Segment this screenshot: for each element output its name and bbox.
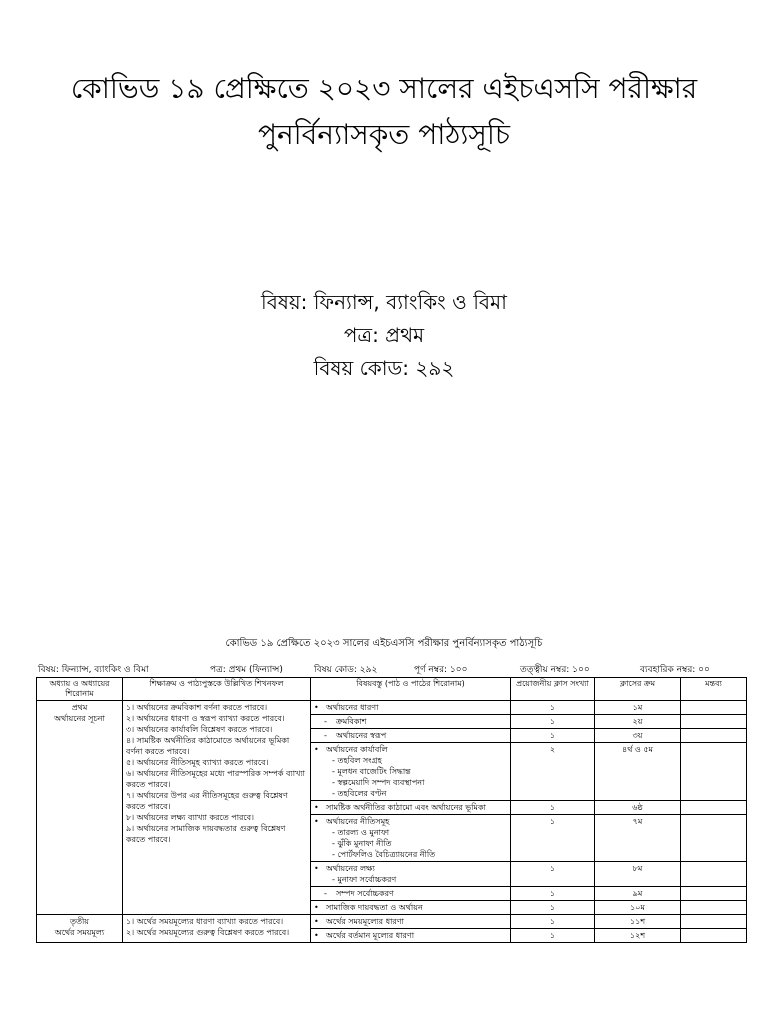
content-cell (311, 862, 511, 887)
learning-outcome: ২। অর্থায়নের ধারণা ও স্বরূপ ব্যাখ্যা করতে পারবে। (126, 714, 285, 723)
remarks-cell (681, 729, 747, 743)
class-count-cell: ১ (511, 929, 595, 943)
subtopic-list (314, 827, 507, 860)
info-row (38, 662, 744, 676)
topic-line (314, 916, 507, 927)
content-cell (311, 915, 511, 929)
class-order-cell: ২য় (595, 715, 681, 729)
header-remarks: মন্তব্য (681, 678, 747, 701)
class-count-cell: ১ (511, 915, 595, 929)
content-cell (311, 815, 511, 862)
chapter-cell (37, 701, 123, 915)
class-count-cell: ১ (511, 729, 595, 743)
bullet-icon: • (314, 803, 319, 812)
subtopic: - ঝুঁকি মুনাফা নীতি (332, 838, 507, 849)
remarks-cell (681, 815, 747, 862)
content-cell (311, 715, 511, 729)
topic-text: অর্থের বর্তমান মূল্যের ধারণা (326, 931, 415, 940)
dash-icon: - (324, 889, 327, 898)
topic-text: অর্থায়নের লক্ষ্য (326, 864, 375, 873)
topic-line (314, 730, 507, 741)
learning-outcome: ২। অর্থের সময়মূল্যের গুরুত্ব বিশ্লেষণ করতে পারবে। (126, 928, 290, 937)
class-order-cell: ৪র্থ ও ৫ম (595, 743, 681, 801)
content-cell (311, 929, 511, 943)
remarks-cell (681, 901, 747, 915)
remarks-cell (681, 801, 747, 815)
header-content: বিষয়বস্তু (পাঠ ও পাঠের শিরোনাম) (311, 678, 511, 701)
topic-text: ক্রমবিকাশ (336, 717, 367, 726)
table-row (37, 915, 747, 929)
topic-line (314, 716, 507, 727)
topic-line (314, 702, 507, 713)
subject-paper: পত্র: প্রথম (343, 323, 425, 347)
chapter-number: প্রথম (71, 703, 88, 712)
document-title (0, 66, 768, 158)
content-cell (311, 801, 511, 815)
table-header-row (37, 678, 747, 701)
class-order-cell: ৮ম (595, 862, 681, 887)
class-count-cell: ১ (511, 887, 595, 901)
class-count-cell: ১ (511, 901, 595, 915)
learning-outcome: ৬। অর্থায়নের নীতিসমূহের মধ্যে পারস্পরিক সম্পর্ক ব্যাখ্যা করতে পারবে। (126, 769, 305, 789)
outcomes-cell (123, 701, 311, 915)
topic-text: অর্থায়নের ধারণা (326, 703, 379, 712)
subtopic: - তহবিলের বণ্টন (332, 788, 507, 799)
content-cell (311, 743, 511, 801)
class-count-cell: ১ (511, 801, 595, 815)
info-code: বিষয় কোড: ২৯২ (314, 665, 378, 675)
syllabus-heading: কোভিড ১৯ প্রেক্ষিতে ২০২৩ সালের এইচএসসি পরীক্ষার পুনর্বিন্যাসকৃত পাঠ্যসূচি (225, 638, 543, 649)
class-order-cell: ৭ম (595, 815, 681, 862)
class-order-cell: ১০ম (595, 901, 681, 915)
remarks-cell (681, 743, 747, 801)
title-line-1: কোভিড ১৯ প্রেক্ষিতে ২০২৩ সালের এইচএসসি পরীক্ষার (70, 72, 698, 105)
subtopic: - স্বল্পমেয়াদি সম্পদ ব্যবস্থাপনা (332, 777, 507, 788)
content-cell (311, 729, 511, 743)
chapter-number: তৃতীয় (69, 917, 89, 926)
subtopic: - মূলধন বাজেটিং সিদ্ধান্ত (332, 766, 507, 777)
topic-line (314, 930, 507, 941)
header-order: ক্লাসের ক্রম (595, 678, 681, 701)
subtopic-list (314, 874, 507, 885)
learning-outcome: ৩। অর্থায়নের কার্যাবলি বিশ্লেষণ করতে পারবে। (126, 725, 273, 734)
learning-outcome: ৭। অর্থায়নের উপর এর নীতিসমূহের গুরুত্ব বিশ্লেষণ করতে পারবে। (126, 791, 288, 811)
class-count-cell: ১ (511, 701, 595, 715)
topic-line (314, 816, 507, 827)
info-theory-marks: তত্ত্বীয় নম্বর: ১০০ (520, 665, 590, 675)
bullet-icon: • (314, 864, 319, 873)
chapter-title: অর্থায়নের সূচনা (54, 714, 105, 723)
content-cell (311, 701, 511, 715)
remarks-cell (681, 715, 747, 729)
topic-text: অর্থায়নের স্বরূপ (336, 731, 387, 740)
class-order-cell: ১২শ (595, 929, 681, 943)
subtopic: - তহবিল সংগ্রহ (332, 755, 507, 766)
topic-text: অর্থের সময়মূল্যের ধারণা (326, 917, 404, 926)
class-order-cell: ৬ষ্ঠ (595, 801, 681, 815)
remarks-cell (681, 887, 747, 901)
remarks-cell (681, 701, 747, 715)
topic-line (314, 863, 507, 874)
topic-line (314, 888, 507, 899)
learning-outcome: ৪। সামষ্টিক অর্থনীতির কাঠামোতে অর্থায়নের ভূমিকা বর্ণনা করতে পারবে। (126, 736, 290, 756)
dash-icon: - (324, 731, 327, 740)
bullet-icon: • (314, 703, 319, 712)
subject-name: বিষয়: ফিন্যান্স, ব্যাংকিং ও বিমা (261, 290, 507, 314)
class-order-cell: ১ম (595, 701, 681, 715)
header-chapter: অধ্যায় ও অধ্যায়ের শিরোনাম (37, 678, 123, 701)
class-count-cell: ১ (511, 815, 595, 862)
bullet-icon: • (314, 931, 319, 940)
topic-text: অর্থায়নের নীতিসমূহ (326, 817, 390, 826)
remarks-cell (681, 929, 747, 943)
remarks-cell (681, 862, 747, 887)
class-order-cell: ৩য় (595, 729, 681, 743)
topic-text: সম্পদ সর্বোচ্চকরণ (336, 889, 394, 898)
learning-outcome: ১। অর্থায়নের ক্রমবিকাশ বর্ণনা করতে পারবে। (126, 703, 268, 712)
info-paper: পত্র: প্রথম (ফিন্যান্স) (210, 665, 283, 675)
topic-line (314, 744, 507, 755)
subtopic-list (314, 755, 507, 799)
topic-text: সামাজিক দায়বদ্ধতা ও অর্থায়ন (326, 903, 423, 912)
bullet-icon: • (314, 917, 319, 926)
learning-outcome: ৮। অর্থায়নের লক্ষ্য ব্যাখ্যা করতে পারবে। (126, 813, 254, 822)
class-order-cell: ১১শ (595, 915, 681, 929)
subtopic: - তারল্য ও মুনাফা (332, 827, 507, 838)
topic-line (314, 902, 507, 913)
header-classes: প্রয়োজনীয় ক্লাস সংখ্যা (511, 678, 595, 701)
topic-line (314, 802, 507, 813)
topic-text: অর্থায়নের কার্যাবলি (326, 745, 388, 754)
learning-outcome: ৯। অর্থায়নের সামাজিক দায়বদ্ধতার গুরুত্ব বিশ্লেষণ করতে পারবে। (126, 824, 286, 844)
info-full-marks: পূর্ণ নম্বর: ১০০ (414, 665, 468, 675)
bullet-icon: • (314, 745, 319, 754)
info-practical-marks: ব্যবহারিক নম্বর: ০০ (640, 665, 710, 675)
learning-outcome: ১। অর্থের সময়মূল্যের ধারণা ব্যাখ্যা করতে পারবে। (126, 917, 284, 926)
chapter-title: অর্থের সময়মূল্য (54, 928, 105, 937)
syllabus-table (36, 677, 747, 943)
dash-icon: - (324, 717, 327, 726)
outcomes-cell (123, 915, 311, 943)
learning-outcome: ৫। অর্থায়নের নীতিসমূহ ব্যাখ্যা করতে পারবে। (126, 758, 269, 767)
content-cell (311, 901, 511, 915)
class-order-cell: ৯ম (595, 887, 681, 901)
bullet-icon: • (314, 817, 319, 826)
remarks-cell (681, 915, 747, 929)
class-count-cell: ১ (511, 862, 595, 887)
table-row (37, 701, 747, 715)
subject-block (0, 286, 768, 385)
subject-code: বিষয় কোড: ২৯২ (313, 356, 455, 380)
title-line-2: পুনর্বিন্যাসকৃত পাঠ্যসূচি (257, 118, 511, 151)
subtopic: - পোর্টফলিও বৈচিত্র্যায়নের নীতি (332, 849, 507, 860)
subtopic: - মুনাফা সর্বোচ্চকরণ (332, 874, 507, 885)
bullet-icon: • (314, 903, 319, 912)
class-count-cell: ১ (511, 715, 595, 729)
chapter-cell (37, 915, 123, 943)
info-subject: বিষয়: ফিন্যান্স, ব্যাংকিং ও বিমা (38, 665, 149, 675)
header-outcomes: শিক্ষাক্রম ও পাঠ্যপুস্তকে উল্লিখিত শিখনফল (123, 678, 311, 701)
class-count-cell: ২ (511, 743, 595, 801)
topic-text: সামষ্টিক অর্থনীতির কাঠামো এবং অর্থায়নের ভূমিকা (326, 803, 486, 812)
content-cell (311, 887, 511, 901)
